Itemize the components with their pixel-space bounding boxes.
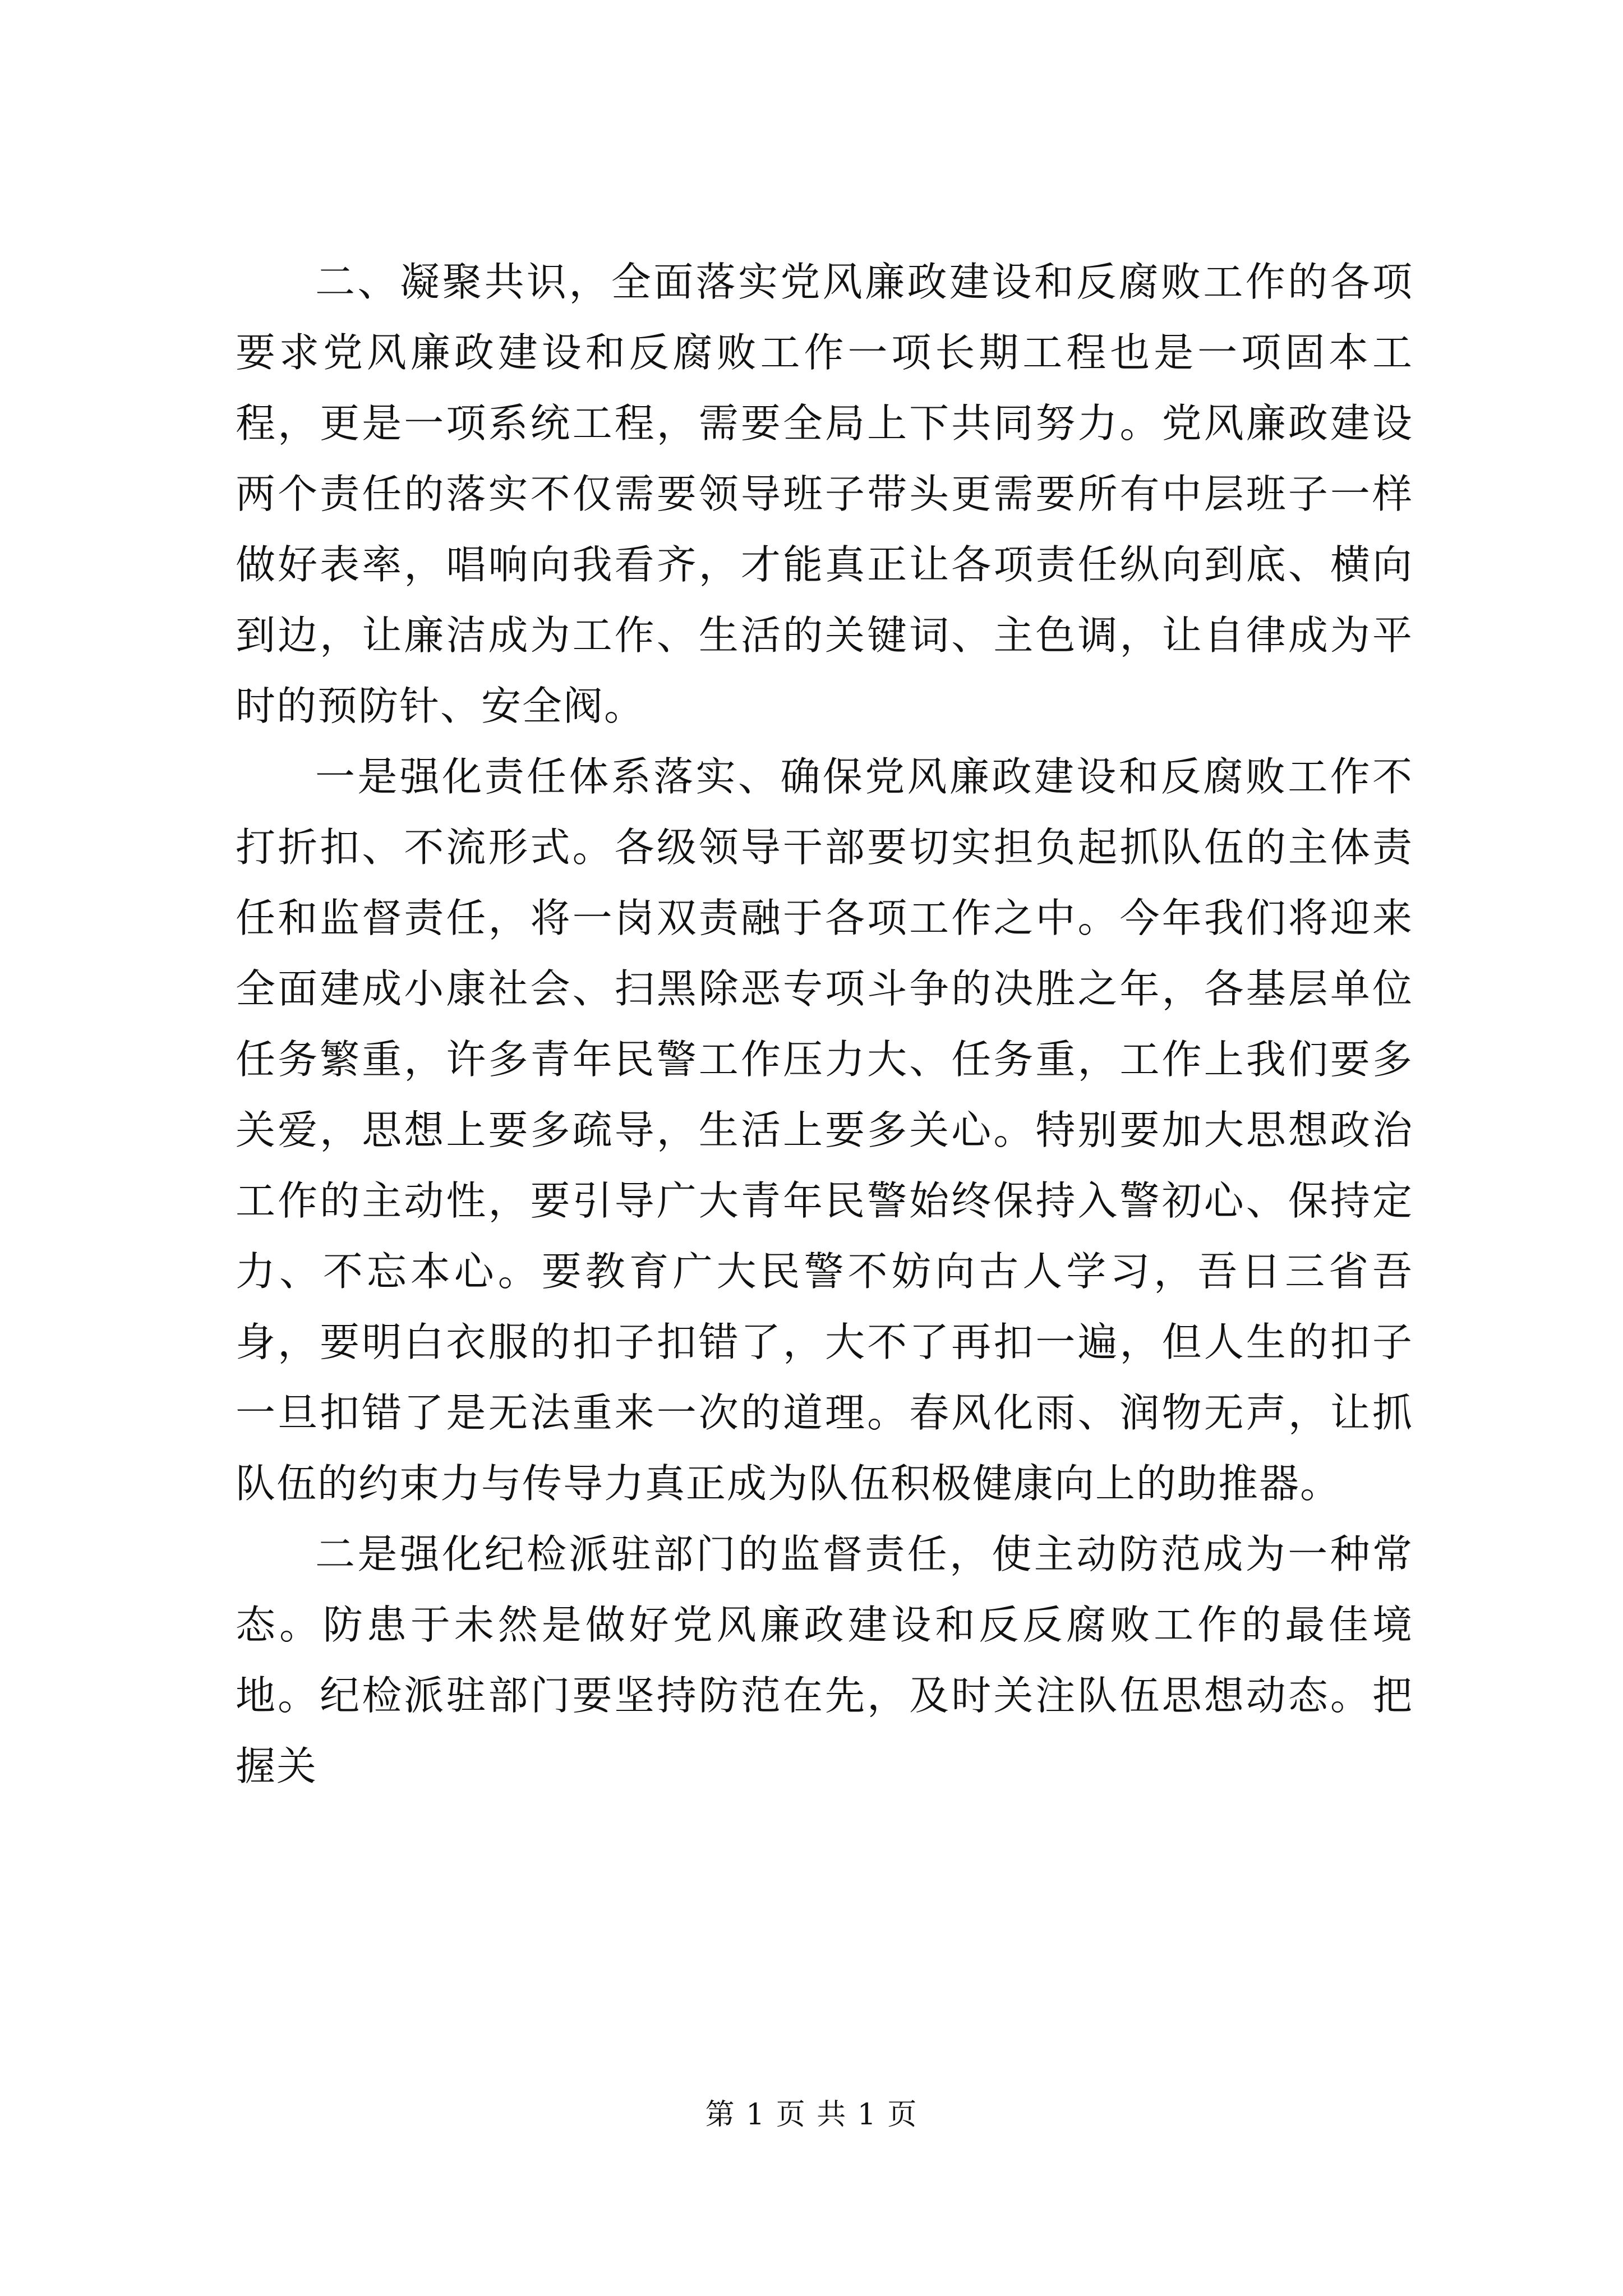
document-body (236, 247, 1413, 1802)
page-footer: 第 1 页 共 1 页 (705, 2098, 918, 2132)
paragraph-1: 二、凝聚共识，全面落实党风廉政建设和反腐败工作的各项要求党风廉政建设和反腐败工作一项长期工程也是一项固本工程，更是一项系统工程，需要全局上下共同努力。党风廉政建设两个责任的落实不仅需要领导班子带头更需要所有中层班子一样做好表率，唱响向我看齐，才能真正让各项责任纵向到底、横向到边，让廉洁成为工作、生活的关键词、主色调，让自律成为平时的预防针、安全阀。 (236, 259, 1413, 729)
paragraph-2: 一是强化责任体系落实、确保党风廉政建设和反腐败工作不打折扣、不流形式。各级领导干部要切实担负起抓队伍的主体责任和监督责任，将一岗双责融于各项工作之中。今年我们将迎来全面建成小康社会、扫黑除恶专项斗争的决胜之年，各基层单位任务繁重，许多青年民警工作压力大、任务重，工作上我们要多关爱，思想上要多疏导，生活上要多关心。特别要加大思想政治工作的主动性，要引导广大青年民警始终保持入警初心、保持定力、不忘本心。要教育广大民警不妨向古人学习，吾日三省吾身，要明白衣服的扣子扣错了，大不了再扣一遍，但人生的扣子一旦扣错了是无法重来一次的道理。春风化雨、润物无声，让抓队伍的约束力与传导力真正成为队伍积极健康向上的助推器。 (236, 753, 1413, 1507)
paragraph-3: 二是强化纪检派驻部门的监督责任，使主动防范成为一种常态。防患于未然是做好党风廉政建设和反反腐败工作的最佳境地。纪检派驻部门要坚持防范在先，及时关注队伍思想动态。把握关 (236, 1531, 1413, 1789)
